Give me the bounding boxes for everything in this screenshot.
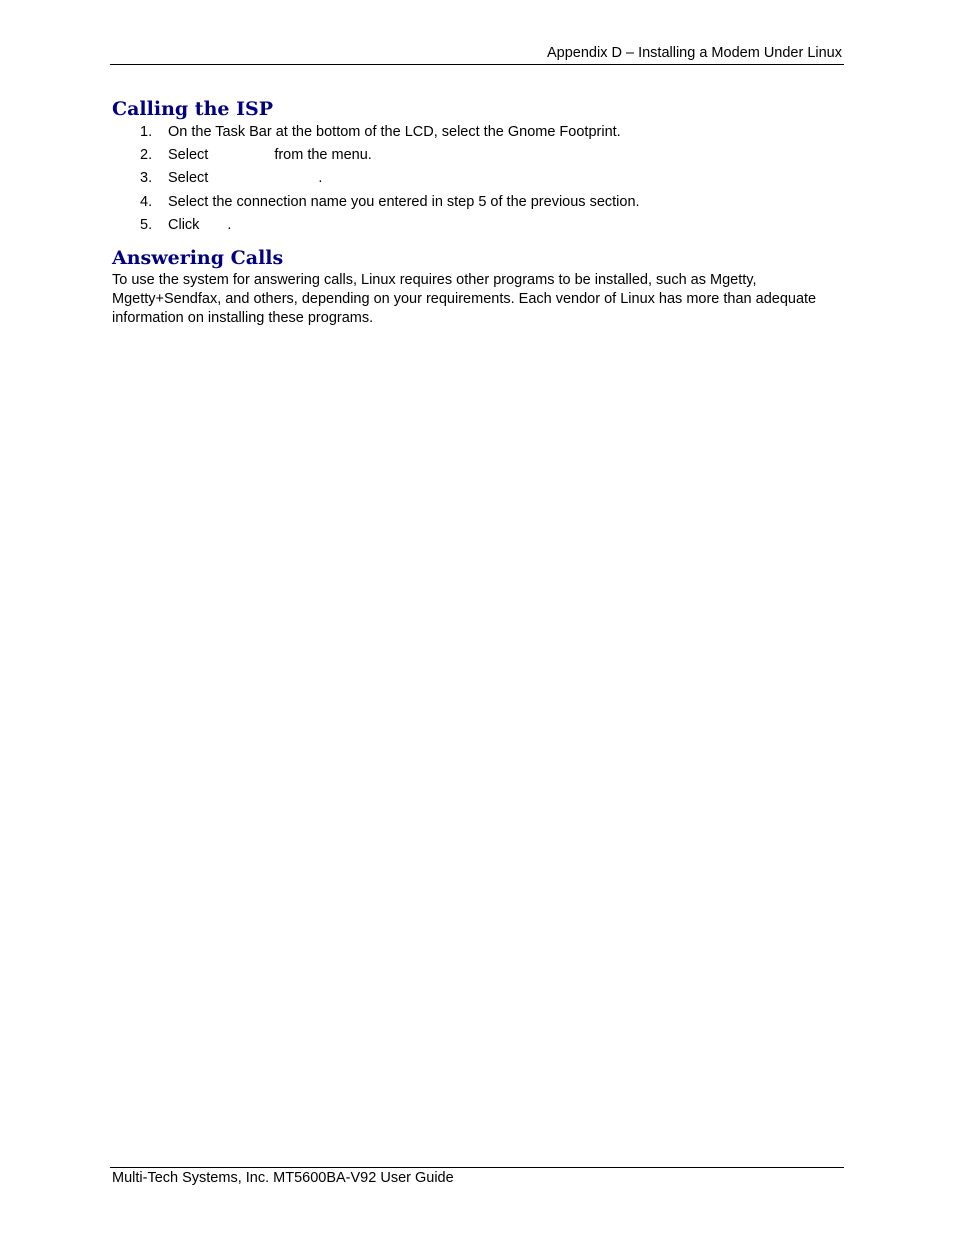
- section-heading-calling-isp: Calling the ISP: [112, 98, 273, 120]
- step-number: 2.: [140, 147, 153, 164]
- step-text: Click .: [168, 216, 232, 233]
- step-5: [112, 215, 842, 238]
- footer-text: Multi-Tech Systems, Inc. MT5600BA-V92 User Guide: [112, 1170, 454, 1186]
- step-text: Select the connection name you entered in step 5 of the previous section.: [168, 193, 640, 210]
- calling-isp-steps: [112, 122, 842, 238]
- page-header: [110, 44, 844, 65]
- answering-calls-paragraph: To use the system for answering calls, Linux requires other programs to be installed, such as Mgetty, Mgetty+Sendfax, and others, depending on your requirements. Each vendor of Linux has more than adequate information on installing these programs.: [112, 272, 817, 326]
- step-number: 4.: [140, 193, 153, 210]
- step-4: [112, 192, 842, 215]
- header-title: Appendix D – Installing a Modem Under Linux: [547, 45, 842, 61]
- section-heading-answering-calls: Answering Calls: [112, 247, 284, 269]
- step-2: [112, 145, 842, 168]
- step-text: Select .: [168, 170, 323, 187]
- step-text: On the Task Bar at the bottom of the LCD, select the Gnome Footprint.: [168, 124, 621, 140]
- step-number: 3.: [140, 170, 153, 187]
- step-number: 5.: [140, 216, 153, 233]
- step-1: [112, 122, 842, 145]
- step-number: 1.: [140, 124, 153, 140]
- step-3: [112, 168, 842, 191]
- step-text: Select from the menu.: [168, 147, 372, 164]
- page-footer: [110, 1167, 844, 1186]
